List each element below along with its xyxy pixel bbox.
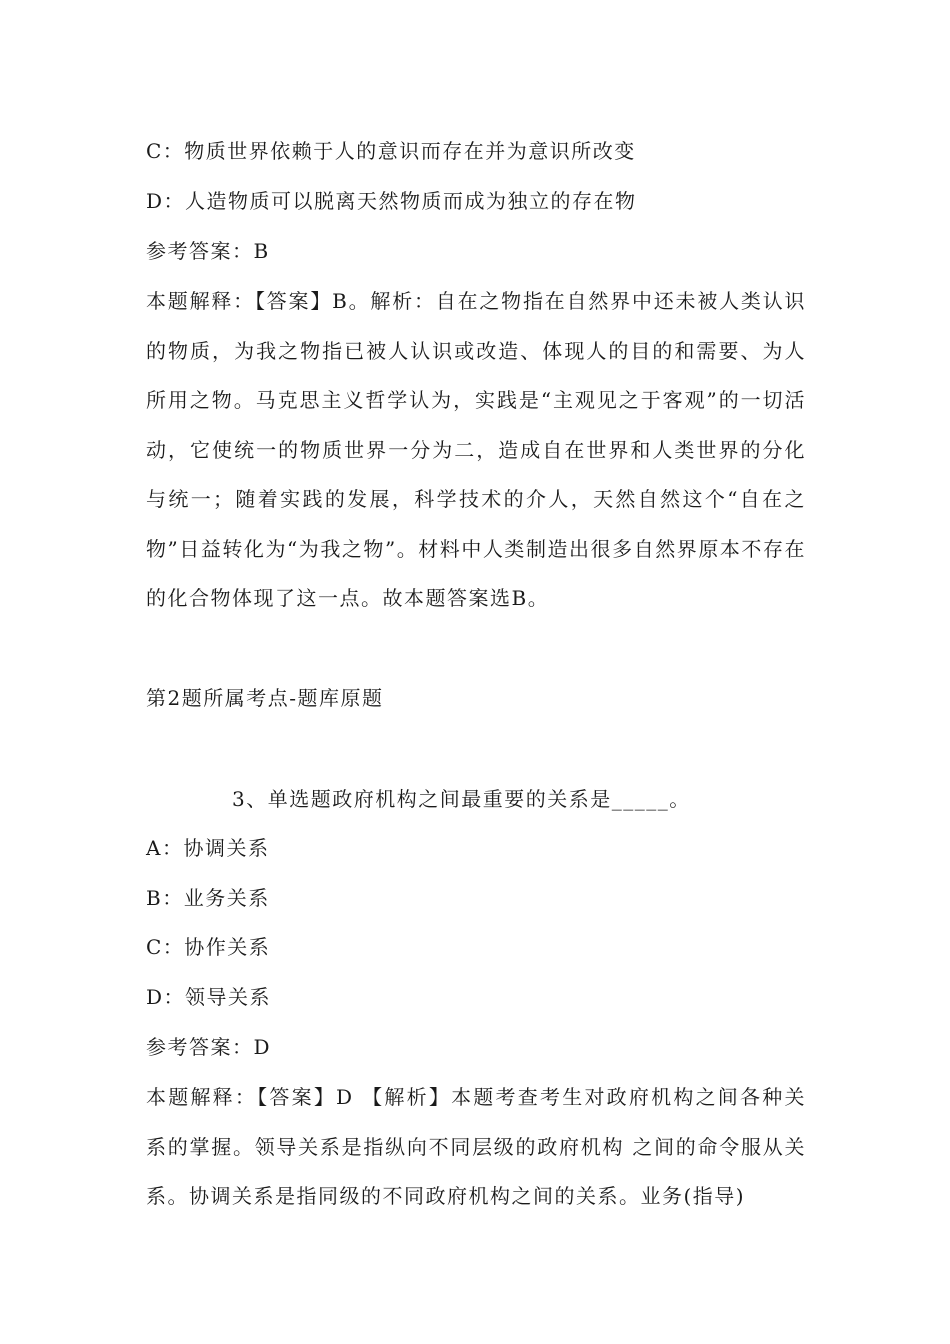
q2-knowledge-point: 第2题所属考点-题库原题 bbox=[146, 686, 384, 710]
q3-answer: 参考答案：D bbox=[146, 1035, 272, 1059]
q2-explanation: 本题解释：【答案】B。解析：自在之物指在自然界中还未被人类认识的物质，为我之物指已被人认识或改造、体现人的目的和需要、为人所用之物。马克思主义哲学认为，实践是“主观见之于客观”的一切活动，它使统一的物质世界一分为二，造成自在世界和人类世界的分化与统一；随着实践的发展，科学技术的介人，天然自然这个“自在之物”日益转化为“为我之物”。材料中人类制造出很多自然界原本不存在的化合物体现了这一点。故本题答案选B。 bbox=[146, 289, 806, 610]
q3-explanation: 本题解释：【答案】D 【解析】本题考查考生对政府机构之间各种关系的掌握。领导关系是指纵向不同层级的政府机构 之间的命令服从关系。协调关系是指同级的不同政府机构之间的关系。业务(指导) bbox=[146, 1085, 806, 1208]
q3-option-c: C：协作关系 bbox=[146, 935, 271, 959]
q2-option-c: C：物质世界依赖于人的意识而存在并为意识所改变 bbox=[146, 139, 636, 163]
q2-answer: 参考答案：B bbox=[146, 239, 270, 263]
q3-option-a: A：协调关系 bbox=[146, 836, 270, 860]
q2-option-d: D：人造物质可以脱离天然物质而成为独立的存在物 bbox=[146, 189, 637, 213]
q3-question-title: 3、单选题政府机构之间最重要的关系是_____。 bbox=[232, 787, 691, 811]
q3-option-d: D：领导关系 bbox=[146, 985, 272, 1009]
q3-option-b: B：业务关系 bbox=[146, 886, 270, 910]
